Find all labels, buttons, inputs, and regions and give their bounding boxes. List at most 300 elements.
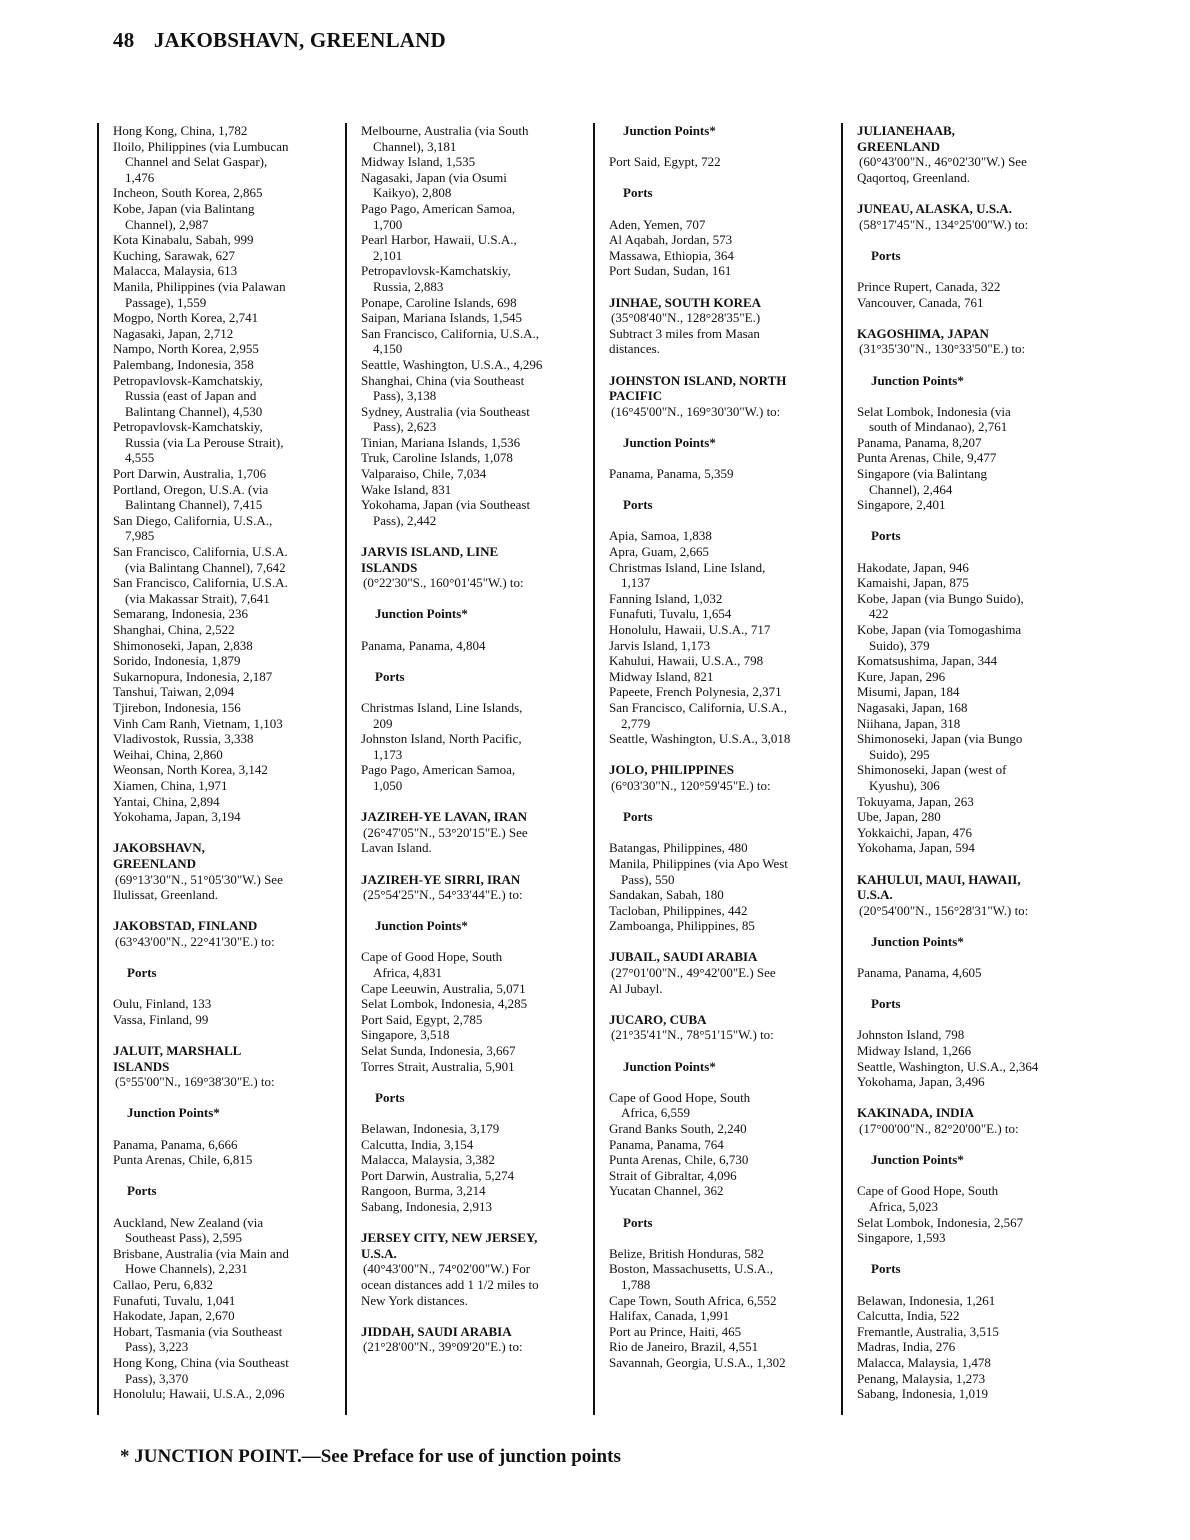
spacer <box>857 1277 1076 1293</box>
entry-line: Batangas, Philippines, 480 <box>609 840 748 856</box>
entry-line: Papeete, French Polynesia, 2,371 <box>609 684 782 700</box>
spacer <box>113 1168 332 1184</box>
entry-line: New York distances. <box>361 1292 468 1308</box>
spacer <box>857 1090 1076 1106</box>
spacer <box>361 1074 580 1090</box>
entry-continuation: Channel), 2,987 <box>125 216 209 232</box>
section-heading: KAKINADA, INDIA <box>857 1105 975 1121</box>
column-text <box>609 123 828 1371</box>
spacer <box>857 388 1076 404</box>
spacer <box>857 513 1076 529</box>
section-heading: U.S.A. <box>361 1245 397 1261</box>
spacer <box>361 591 580 607</box>
entry-line: Torres Strait, Australia, 5,901 <box>361 1058 515 1074</box>
entry-line: Iloilo, Philippines (via Lumbucan <box>113 138 289 154</box>
spacer <box>857 357 1076 373</box>
entry-line: San Francisco, California, U.S.A., <box>609 699 788 715</box>
page-header <box>113 28 446 53</box>
section-heading: JUCARO, CUBA <box>609 1011 707 1027</box>
entry-continuation: Southeast Pass), 2,595 <box>125 1230 242 1246</box>
entry-line: Subtract 3 miles from Masan <box>609 325 760 341</box>
entry-line: Panama, Panama, 6,666 <box>113 1136 238 1152</box>
spacer <box>609 1199 828 1215</box>
spacer <box>857 1137 1076 1153</box>
section-heading: U.S.A. <box>857 887 893 903</box>
entry-line: Rio de Janeiro, Brazil, 4,551 <box>609 1339 759 1355</box>
subheading: Ports <box>375 1089 405 1105</box>
entry-continuation: 1,476 <box>125 169 155 185</box>
entry-line: Niihana, Japan, 318 <box>857 715 961 731</box>
entry-line: Honolulu, Hawaii, U.S.A., 717 <box>609 622 771 637</box>
spacer <box>361 1105 580 1121</box>
entry-line: Christmas Island, Line Island, <box>609 559 766 575</box>
entry-line: Malacca, Malaysia, 3,382 <box>361 1152 495 1168</box>
entry-line: Panama, Panama, 4,605 <box>857 965 982 981</box>
entry-line: Auckland, New Zealand (via <box>113 1214 264 1230</box>
entry-line: Yokohama, Japan, 3,194 <box>113 809 241 825</box>
section-heading: JUBAIL, SAUDI ARABIA <box>609 949 758 965</box>
entry-line: Port Darwin, Australia, 1,706 <box>113 466 267 482</box>
section-heading: GREENLAND <box>857 138 941 154</box>
subheading: Ports <box>623 1214 653 1230</box>
spacer <box>609 794 828 810</box>
entry-continuation: 1,137 <box>621 575 651 591</box>
spacer <box>857 185 1076 201</box>
subheading: Ports <box>375 668 405 684</box>
entry-line: Honolulu; Hawaii, U.S.A., 2,096 <box>113 1386 285 1402</box>
spacer <box>361 856 580 872</box>
spacer <box>609 996 828 1012</box>
spacer <box>361 794 580 810</box>
entry-line: Misumi, Japan, 184 <box>857 684 960 700</box>
spacer <box>609 747 828 763</box>
section-heading: PACIFIC <box>609 388 663 404</box>
spacer <box>609 1074 828 1090</box>
entry-line: Palembang, Indonesia, 358 <box>113 356 254 372</box>
entry-line: Sydney, Australia (via Southeast <box>361 403 530 419</box>
entry-line: Ube, Japan, 280 <box>857 809 941 825</box>
entry-continuation: 422 <box>869 606 889 622</box>
spacer <box>361 653 580 669</box>
entry-line: Kobe, Japan (via Tomogashima <box>857 622 1022 637</box>
coordinates-line: (17°00'00"N., 82°20'00"E.) to: <box>859 1121 1019 1136</box>
spacer <box>113 1199 332 1215</box>
entry-line: Brisbane, Australia (via Main and <box>113 1245 289 1261</box>
entry-line: Port Said, Egypt, 722 <box>609 154 721 170</box>
entry-line: Port Said, Egypt, 2,785 <box>361 1011 483 1027</box>
entry-line: Punta Arenas, Chile, 6,815 <box>113 1152 253 1168</box>
entry-line: Johnston Island, 798 <box>857 1027 965 1043</box>
entry-line: Port Sudan, Sudan, 161 <box>609 263 732 279</box>
entry-line: Cape of Good Hope, South <box>361 949 503 965</box>
entry-line: Vladivostok, Russia, 3,338 <box>113 731 254 747</box>
entry-line: Shimonoseki, Japan, 2,838 <box>113 637 253 653</box>
entry-line: Shimonoseki, Japan (via Bungo <box>857 731 1023 747</box>
entry-line: Port au Prince, Haiti, 465 <box>609 1323 742 1339</box>
entry-continuation: Channel), 3,181 <box>373 138 457 154</box>
entry-continuation: Pass), 3,138 <box>373 388 437 404</box>
entry-continuation: 1,173 <box>373 746 403 762</box>
entry-line: Shimonoseki, Japan (west of <box>857 762 1007 778</box>
subheading: Junction Points* <box>623 123 716 138</box>
spacer <box>609 279 828 295</box>
spacer <box>113 949 332 965</box>
entry-line: ocean distances add 1 1/2 miles to <box>361 1276 539 1292</box>
spacer <box>609 482 828 498</box>
entry-continuation: south of Mindanao), 2,761 <box>869 419 1008 435</box>
entry-line: Singapore, 1,593 <box>857 1230 946 1246</box>
spacer <box>361 622 580 638</box>
spacer <box>113 1121 332 1137</box>
section-heading: JAKOBSTAD, FINLAND <box>113 918 258 934</box>
entry-line: Selat Sunda, Indonesia, 3,667 <box>361 1043 516 1059</box>
subheading: Ports <box>871 1261 901 1277</box>
entry-line: Panama, Panama, 8,207 <box>857 434 982 450</box>
subheading: Ports <box>623 497 653 513</box>
entry-continuation: 209 <box>373 715 393 731</box>
section-heading: JALUIT, MARSHALL <box>113 1043 242 1059</box>
subheading: Junction Points* <box>375 918 468 934</box>
subheading: Junction Points* <box>871 372 964 388</box>
entry-line: Yokkaichi, Japan, 476 <box>857 824 972 840</box>
entry-line: Vassa, Finland, 99 <box>113 1011 209 1027</box>
spacer <box>857 856 1076 872</box>
entry-continuation: Russia (via La Perouse Strait), <box>125 434 284 450</box>
spacer <box>113 1027 332 1043</box>
entry-line: Petropavlovsk-Kamchatskiy, <box>113 372 263 388</box>
entry-line: Incheon, South Korea, 2,865 <box>113 185 263 201</box>
entry-line: Selat Lombok, Indonesia (via <box>857 403 1011 419</box>
entry-continuation: 1,788 <box>621 1276 651 1292</box>
coordinates-line: (40°43'00"N., 74°02'00"W.) For <box>363 1261 531 1277</box>
entry-continuation: Africa, 6,559 <box>621 1105 690 1121</box>
spacer <box>857 949 1076 965</box>
entry-line: Hakodate, Japan, 2,670 <box>113 1308 235 1324</box>
column-3 <box>593 123 828 1415</box>
entry-line: Yantai, China, 2,894 <box>113 793 220 809</box>
spacer <box>609 357 828 373</box>
column-text <box>113 123 332 1402</box>
entry-line: Cape Leeuwin, Australia, 5,071 <box>361 980 526 996</box>
section-heading: JARVIS ISLAND, LINE <box>361 544 499 560</box>
entry-line: Tanshui, Taiwan, 2,094 <box>113 684 235 700</box>
entry-continuation: Balintang Channel), 4,530 <box>125 403 263 419</box>
section-heading: KAGOSHIMA, JAPAN <box>857 325 989 341</box>
entry-continuation: 4,555 <box>125 450 155 466</box>
coordinates-line: (16°45'00"N., 169°30'30"W.) to: <box>611 403 781 419</box>
entry-line: Sabang, Indonesia, 1,019 <box>857 1386 989 1402</box>
coordinates-line: (63°43'00"N., 22°41'30"E.) to: <box>115 933 275 949</box>
entry-line: Calcutta, India, 3,154 <box>361 1136 474 1152</box>
coordinates-line: (21°28'00"N., 39°09'20"E.) to: <box>363 1339 523 1355</box>
entry-line: Portland, Oregon, U.S.A. (via <box>113 481 269 497</box>
entry-line: Seattle, Washington, U.S.A., 2,364 <box>857 1058 1039 1074</box>
entry-line: Kamaishi, Japan, 875 <box>857 575 969 591</box>
spacer <box>609 1230 828 1246</box>
page-number: 48 <box>113 28 135 52</box>
entry-continuation: Howe Channels), 2,231 <box>125 1261 248 1277</box>
coordinates-line: (6°03'30"N., 120°59'45"E.) to: <box>611 777 771 793</box>
entry-line: Ilulissat, Greenland. <box>113 887 219 903</box>
entry-continuation: Channel and Selat Gaspar), <box>125 154 268 170</box>
entry-line: Selat Lombok, Indonesia, 4,285 <box>361 996 528 1012</box>
spacer <box>857 981 1076 997</box>
entry-continuation: Pass), 2,623 <box>373 419 437 435</box>
column-1 <box>97 123 332 1415</box>
column-2 <box>345 123 580 1415</box>
spacer <box>361 903 580 919</box>
entry-line: Belawan, Indonesia, 1,261 <box>857 1292 996 1308</box>
entry-line: Massawa, Ethiopia, 364 <box>609 247 734 263</box>
entry-line: Panama, Panama, 764 <box>609 1136 724 1152</box>
footnote: * JUNCTION POINT.—See Preface for use of junction points <box>120 1446 621 1467</box>
entry-line: Kobe, Japan (via Bungo Suido), <box>857 590 1024 606</box>
subheading: Ports <box>623 185 653 201</box>
entry-line: Pearl Harbor, Hawaii, U.S.A., <box>361 232 517 248</box>
entry-line: Wake Island, 831 <box>361 481 452 497</box>
spacer <box>609 201 828 217</box>
coordinates-line: (0°22'30"S., 160°01'45"W.) to: <box>363 575 524 591</box>
entry-line: Melbourne, Australia (via South <box>361 123 529 138</box>
entry-line: Fanning Island, 1,032 <box>609 590 723 606</box>
entry-continuation: 2,779 <box>621 715 651 731</box>
entry-line: Lavan Island. <box>361 840 432 856</box>
entry-line: Mogpo, North Korea, 2,741 <box>113 310 259 326</box>
entry-line: Tokuyama, Japan, 263 <box>857 793 974 809</box>
entry-line: Halifax, Canada, 1,991 <box>609 1308 730 1324</box>
entry-line: Hong Kong, China, 1,782 <box>113 123 248 138</box>
entry-line: Sabang, Indonesia, 2,913 <box>361 1198 493 1214</box>
entry-line: Shanghai, China (via Southeast <box>361 372 525 388</box>
section-heading: JUNEAU, ALASKA, U.S.A. <box>857 200 1012 216</box>
subheading: Ports <box>127 965 157 981</box>
entry-line: Malacca, Malaysia, 1,478 <box>857 1354 991 1370</box>
entry-continuation: Africa, 5,023 <box>869 1198 938 1214</box>
entry-line: San Francisco, California, U.S.A., <box>361 325 540 341</box>
entry-continuation: Russia (east of Japan and <box>125 388 257 404</box>
entry-line: Midway Island, 1,535 <box>361 154 476 170</box>
entry-line: Singapore (via Balintang <box>857 466 987 482</box>
spacer <box>609 934 828 950</box>
entry-line: Petropavlovsk-Kamchatskiy, <box>361 263 511 279</box>
subheading: Junction Points* <box>375 606 468 622</box>
spacer <box>609 1043 828 1059</box>
entry-line: Kobe, Japan (via Balintang <box>113 200 255 216</box>
spacer <box>857 263 1076 279</box>
entry-continuation: Suido), 295 <box>869 746 930 762</box>
entry-line: Malacca, Malaysia, 613 <box>113 263 238 279</box>
entry-line: Tinian, Mariana Islands, 1,536 <box>361 434 521 450</box>
entry-line: Pago Pago, American Samoa, <box>361 200 516 216</box>
spacer <box>361 528 580 544</box>
entry-line: Pago Pago, American Samoa, <box>361 762 516 778</box>
entry-line: Fremantle, Australia, 3,515 <box>857 1323 999 1339</box>
entry-line: Nampo, North Korea, 2,955 <box>113 341 259 357</box>
entry-continuation: Suido), 379 <box>869 637 930 653</box>
entry-line: Hakodate, Japan, 946 <box>857 559 969 575</box>
entry-continuation: 1,050 <box>373 777 403 793</box>
entry-line: Seattle, Washington, U.S.A., 4,296 <box>361 356 543 372</box>
spacer <box>113 825 332 841</box>
entry-line: Strait of Gibraltar, 4,096 <box>609 1167 737 1183</box>
coordinates-line: (27°01'00"N., 49°42'00"E.) See <box>611 965 776 981</box>
subheading: Ports <box>871 996 901 1012</box>
entry-continuation: Kaikyo), 2,808 <box>373 185 452 201</box>
entry-line: Christmas Island, Line Islands, <box>361 699 523 715</box>
entry-line: Calcutta, India, 522 <box>857 1308 960 1324</box>
subheading: Junction Points* <box>623 1058 716 1074</box>
column-text <box>857 123 1076 1402</box>
entry-line: Ponape, Caroline Islands, 698 <box>361 294 517 310</box>
entry-line: Semarang, Indonesia, 236 <box>113 606 249 622</box>
entry-line: Manila, Philippines (via Apo West <box>609 855 788 871</box>
entry-line: Yokohama, Japan, 594 <box>857 840 975 856</box>
entry-line: Yokohama, Japan (via Southeast <box>361 497 531 513</box>
entry-line: Vinh Cam Ranh, Vietnam, 1,103 <box>113 715 283 731</box>
entry-line: Nagasaki, Japan, 2,712 <box>113 325 234 341</box>
entry-line: Prince Rupert, Canada, 322 <box>857 278 1001 294</box>
section-heading: ISLANDS <box>113 1058 170 1074</box>
spacer <box>361 1215 580 1231</box>
entry-line: Funafuti, Tuvalu, 1,041 <box>113 1292 236 1308</box>
entry-line: Hobart, Tasmania (via Southeast <box>113 1323 283 1339</box>
subheading: Junction Points* <box>623 434 716 450</box>
entry-line: Oulu, Finland, 133 <box>113 996 212 1012</box>
section-heading: JAZIREH-YE SIRRI, IRAN <box>361 871 521 887</box>
section-heading: JOLO, PHILIPPINES <box>609 762 734 778</box>
entry-line: Aden, Yemen, 707 <box>609 216 706 232</box>
entry-line: Seattle, Washington, U.S.A., 3,018 <box>609 731 791 747</box>
entry-line: Yucatan Channel, 362 <box>609 1183 724 1199</box>
entry-line: Sorido, Indonesia, 1,879 <box>113 653 241 669</box>
entry-line: Belawan, Indonesia, 3,179 <box>361 1121 500 1136</box>
entry-line: Sandakan, Sabah, 180 <box>609 887 724 903</box>
entry-line: distances. <box>609 341 660 357</box>
entry-line: Selat Lombok, Indonesia, 2,567 <box>857 1214 1024 1230</box>
entry-line: Saipan, Mariana Islands, 1,545 <box>361 310 523 326</box>
entry-continuation: (via Makassar Strait), 7,641 <box>125 590 270 606</box>
spacer <box>609 170 828 186</box>
section-heading: JIDDAH, SAUDI ARABIA <box>361 1323 512 1339</box>
spacer <box>857 1246 1076 1262</box>
subheading: Ports <box>871 247 901 263</box>
spacer <box>609 419 828 435</box>
coordinates-line: (31°35'30"N., 130°33'50"E.) to: <box>859 341 1026 357</box>
section-heading: JERSEY CITY, NEW JERSEY, <box>361 1230 538 1246</box>
entry-line: Midway Island, 1,266 <box>857 1043 972 1059</box>
entry-line: Kure, Japan, 296 <box>857 668 946 684</box>
entry-line: Al Jubayl. <box>609 980 663 996</box>
section-heading: JAKOBSHAVN, <box>113 840 205 856</box>
section-heading: JAZIREH-YE LAVAN, IRAN <box>361 809 528 825</box>
entry-line: Midway Island, 821 <box>609 668 714 684</box>
entry-line: Valparaiso, Chile, 7,034 <box>361 466 487 482</box>
spacer <box>857 544 1076 560</box>
spacer <box>857 1168 1076 1184</box>
entry-continuation: Pass), 2,442 <box>373 512 437 528</box>
coordinates-line: (21°35'41"N., 78°51'15"W.) to: <box>611 1027 774 1043</box>
entry-line: Zamboanga, Philippines, 85 <box>609 918 755 934</box>
entry-line: Punta Arenas, Chile, 9,477 <box>857 450 997 466</box>
entry-line: Cape of Good Hope, South <box>857 1183 999 1199</box>
section-heading: JINHAE, SOUTH KOREA <box>609 294 762 310</box>
subheading: Ports <box>623 809 653 825</box>
entry-line: Panama, Panama, 5,359 <box>609 466 734 482</box>
entry-line: Cape of Good Hope, South <box>609 1089 751 1105</box>
entry-continuation: 1,700 <box>373 216 403 232</box>
subheading: Ports <box>127 1183 157 1199</box>
spacer <box>361 684 580 700</box>
spacer <box>361 1308 580 1324</box>
entry-line: Madras, India, 276 <box>857 1339 956 1355</box>
entry-continuation: Channel), 2,464 <box>869 481 953 497</box>
entry-continuation: Kyushu), 306 <box>869 777 940 793</box>
entry-line: Weonsan, North Korea, 3,142 <box>113 762 268 778</box>
spacer <box>609 450 828 466</box>
section-heading: JOHNSTON ISLAND, NORTH <box>609 372 787 388</box>
coordinates-line: (25°54'25"N., 54°33'44"E.) to: <box>363 887 523 903</box>
coordinates-line: (69°13'30"N., 51°05'30"W.) See <box>115 871 283 887</box>
column-4 <box>841 123 1076 1415</box>
entry-line: San Francisco, California, U.S.A. <box>113 544 288 560</box>
column-text <box>361 123 580 1355</box>
subheading: Junction Points* <box>871 933 964 949</box>
entry-line: Singapore, 3,518 <box>361 1027 450 1043</box>
entry-line: Apia, Samoa, 1,838 <box>609 528 712 544</box>
entry-continuation: 4,150 <box>373 341 403 357</box>
entry-line: Yokohama, Japan, 3,496 <box>857 1074 985 1090</box>
entry-line: Kuching, Sarawak, 627 <box>113 247 236 263</box>
entry-line: Qaqortoq, Greenland. <box>857 169 970 185</box>
entry-line: Johnston Island, North Pacific, <box>361 731 522 747</box>
spacer <box>857 232 1076 248</box>
entry-continuation: (via Balintang Channel), 7,642 <box>125 559 286 575</box>
entry-continuation: Passage), 1,559 <box>125 294 207 310</box>
entry-line: Callao, Peru, 6,832 <box>113 1276 214 1292</box>
spacer <box>857 918 1076 934</box>
subheading: Junction Points* <box>871 1152 964 1168</box>
coordinates-line: (58°17'45"N., 134°25'00"W.) to: <box>859 216 1029 232</box>
spacer <box>113 903 332 919</box>
entry-line: Grand Banks South, 2,240 <box>609 1121 747 1136</box>
subheading: Junction Points* <box>127 1105 220 1121</box>
entry-line: Nagasaki, Japan (via Osumi <box>361 169 507 185</box>
entry-line: Tacloban, Philippines, 442 <box>609 902 748 918</box>
entry-line: Nagasaki, Japan, 168 <box>857 699 968 715</box>
entry-line: Al Aqabah, Jordan, 573 <box>609 232 733 248</box>
entry-line: Cape Town, South Africa, 6,552 <box>609 1292 777 1308</box>
coordinates-line: (26°47'05"N., 53°20'15"E.) See <box>363 824 528 840</box>
entry-continuation: Russia, 2,883 <box>373 278 444 294</box>
spacer <box>361 934 580 950</box>
entry-line: Rangoon, Burma, 3,214 <box>361 1183 486 1199</box>
spacer <box>609 139 828 155</box>
spacer <box>609 825 828 841</box>
coordinates-line: (20°54'00"N., 156°28'31"W.) to: <box>859 902 1029 918</box>
section-heading: ISLANDS <box>361 559 418 575</box>
section-heading: GREENLAND <box>113 855 197 871</box>
entry-line: Jarvis Island, 1,173 <box>609 637 711 653</box>
entry-continuation: Pass), 3,370 <box>125 1370 189 1386</box>
entry-line: Sukarnopura, Indonesia, 2,187 <box>113 668 273 684</box>
spacer <box>113 981 332 997</box>
entry-line: San Diego, California, U.S.A., <box>113 512 273 528</box>
entry-line: Xiamen, China, 1,971 <box>113 777 228 793</box>
entry-continuation: Pass), 3,223 <box>125 1339 189 1355</box>
entry-line: Singapore, 2,401 <box>857 497 946 513</box>
entry-line: Funafuti, Tuvalu, 1,654 <box>609 606 732 622</box>
coordinates-line: (60°43'00"N., 46°02'30"W.) See <box>859 154 1027 170</box>
